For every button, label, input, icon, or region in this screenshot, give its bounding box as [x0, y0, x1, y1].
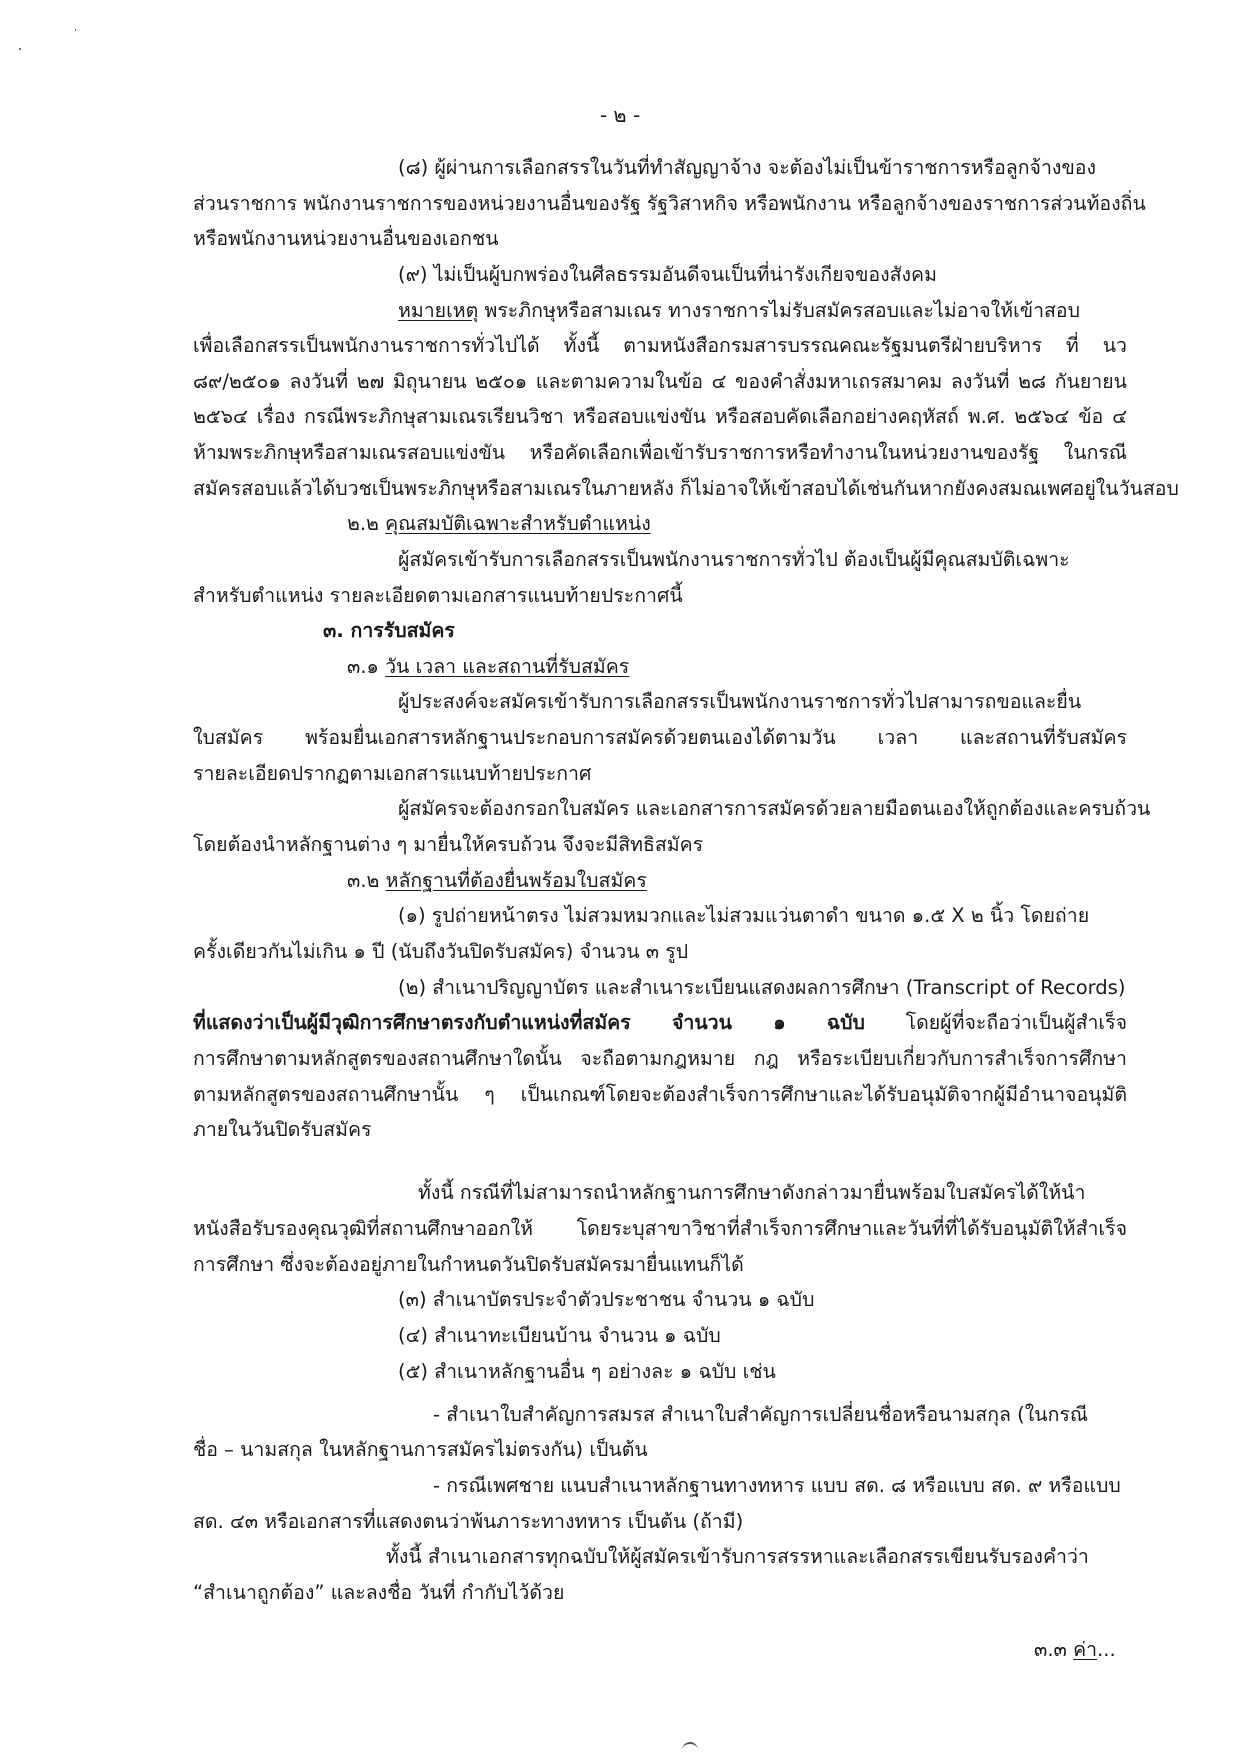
paragraph-line: สด. ๔๓ หรือเอกสารที่แสดงตนว่าพ้นภาระทางทหาร เป็นต้น (ถ้ามี)	[193, 1510, 744, 1533]
paragraph-line: ส่วนราชการ พนักงานราชการของหน่วยงานอื่นของรัฐ รัฐวิสาหกิจ หรือพนักงาน หรือลูกจ้างของราชการส่วนท้องถิ่น	[193, 192, 1146, 215]
continuation-word: ค่า	[1073, 1638, 1098, 1661]
paragraph-line: ผู้สมัครจะต้องกรอกใบสมัคร และเอกสารการสมัครด้วยลายมือตนเองให้ถูกต้องและครบถ้วน	[398, 797, 1151, 820]
note-heading: หมายเหตุ	[398, 299, 479, 322]
paragraph-line: ทั้งนี้ กรณีที่ไม่สามารถนำหลักฐานการศึกษาดังกล่าวมายื่นพร้อมใบสมัครได้ให้นำ	[418, 1181, 1086, 1204]
paragraph-text: โดยผู้ที่จะถือว่าเป็นผู้สำเร็จ	[864, 1011, 1127, 1034]
paragraph-line: สมัครสอบแล้วได้บวชเป็นพระภิกษุหรือสามเณรในภายหลัง ก็ไม่อาจให้เข้าสอบได้เช่นกันหากยังคงสมณเพศอยู่ในวันสอบ	[193, 477, 1179, 500]
continuation-marker	[1034, 1635, 1116, 1665]
paragraph-line: ๒๕๖๔ เรื่อง กรณีพระภิกษุสามเณรเรียนวิชา หรือสอบแข่งขัน หรือสอบคัดเลือกอย่างคฤหัสถ์ พ.ศ. ๒๕๖๔ ข้อ ๔	[193, 405, 1127, 428]
paragraph-line: ครั้งเดียวกันไม่เกิน ๑ ปี (นับถึงวันปิดรับสมัคร) จำนวน ๓ รูป	[193, 940, 689, 963]
list-item: (๔) สำเนาทะเบียนบ้าน จำนวน ๑ ฉบับ	[398, 1324, 721, 1347]
section-title: วัน เวลา และสถานที่รับสมัคร	[385, 655, 630, 678]
section-number: ๓.๒	[347, 869, 386, 892]
paragraph-line: (๘) ผู้ผ่านการเลือกสรรในวันที่ทำสัญญาจ้าง จะต้องไม่เป็นข้าราชการหรือลูกจ้างของ	[398, 156, 1097, 179]
page-number: - ๒ -	[599, 103, 641, 127]
paragraph-line: รายละเอียดปรากฏตามเอกสารแนบท้ายประกาศ	[193, 762, 592, 785]
scan-edge-mark	[682, 1742, 698, 1750]
section-number: ๒.๒	[347, 512, 386, 535]
list-item: - กรณีเพศชาย แนบสำเนาหลักฐานทางทหาร แบบ สด. ๘ หรือแบบ สด. ๙ หรือแบบ	[433, 1474, 1121, 1497]
paragraph-line: ชื่อ – นามสกุล ในหลักฐานการสมัครไม่ตรงกัน) เป็นต้น	[193, 1438, 648, 1461]
paragraph-line: ผู้ประสงค์จะสมัครเข้ารับการเลือกสรรเป็นพนักงานราชการทั่วไปสามารถขอและยื่น	[398, 690, 1082, 713]
paragraph-line: ห้ามพระภิกษุหรือสามเณรสอบแข่งขัน หรือคัดเลือกเพื่อเข้ารับราชการหรือทำงานในหน่วยงานของรัฐ ในกรณี	[193, 441, 1127, 464]
paragraph-line: ตามหลักสูตรของสถานศึกษานั้น ๆ เป็นเกณฑ์โดยจะต้องสำเร็จการศึกษาและได้รับอนุมัติจากผู้มีอำนาจอนุมัติ	[193, 1083, 1127, 1106]
section-number: ๓.๑	[347, 655, 386, 678]
paragraph-line: ๘๙/๒๕๐๑ ลงวันที่ ๒๗ มิถุนายน ๒๕๐๑ และตามความในข้อ ๔ ของคำสั่งมหาเถรสมาคม ลงวันที่ ๒๘ กันยายน	[193, 370, 1127, 393]
paragraph-line: ภายในวันปิดรับสมัคร	[193, 1118, 372, 1141]
paragraph-line	[193, 1008, 1127, 1038]
section-heading	[347, 509, 651, 539]
section-title: หลักฐานที่ต้องยื่นพร้อมใบสมัคร	[385, 869, 647, 892]
list-item: (๕) สำเนาหลักฐานอื่น ๆ อย่างละ ๑ ฉบับ เช่น	[398, 1360, 776, 1383]
continuation-dots: ...	[1097, 1638, 1116, 1661]
paragraph-line: (๙) ไม่เป็นผู้บกพร่องในศีลธรรมอันดีจนเป็นที่น่ารังเกียจของสังคม	[398, 263, 937, 286]
list-item: - สำเนาใบสำคัญการสมรส สำเนาใบสำคัญการเปลี่ยนชื่อหรือนามสกุล (ในกรณี	[433, 1403, 1088, 1426]
section-heading: ๓. การรับสมัคร	[323, 619, 455, 642]
paragraph-line: ทั้งนี้ สำเนาเอกสารทุกฉบับให้ผู้สมัครเข้ารับการสรรหาและเลือกสรรเขียนรับรองคำว่า	[386, 1545, 1089, 1568]
paragraph-line: ใบสมัคร พร้อมยื่นเอกสารหลักฐานประกอบการสมัครด้วยตนเองได้ตามวัน เวลา และสถานที่รับสมัคร	[193, 726, 1127, 749]
paragraph-line: ผู้สมัครเข้ารับการเลือกสรรเป็นพนักงานราชการทั่วไป ต้องเป็นผู้มีคุณสมบัติเฉพาะ	[398, 548, 1070, 571]
list-item: (๓) สำเนาบัตรประจำตัวประชาชน จำนวน ๑ ฉบับ	[398, 1288, 815, 1311]
paragraph-line: การศึกษาตามหลักสูตรของสถานศึกษาใดนั้น จะถือตามกฎหมาย กฎ หรือระเบียบเกี่ยวกับการสำเร็จการศึกษา	[193, 1047, 1127, 1070]
note-line	[398, 296, 1080, 326]
continuation-number: ๓.๓	[1034, 1638, 1074, 1661]
scan-speck	[75, 29, 76, 31]
section-title: คุณสมบัติเฉพาะสำหรับตำแหน่ง	[385, 512, 651, 535]
paragraph-line: เพื่อเลือกสรรเป็นพนักงานราชการทั่วไปได้ ทั้งนี้ ตามหนังสือกรมสารบรรณคณะรัฐมนตรีฝ่ายบริหาร ที่ นว	[193, 334, 1127, 357]
note-text: พระภิกษุหรือสามเณร ทางราชการไม่รับสมัครสอบและไม่อาจให้เข้าสอบ	[478, 299, 1081, 322]
paragraph-line: (๒) สำเนาปริญญาบัตร และสำเนาระเบียนแสดงผลการศึกษา (Transcript of Records)	[398, 976, 1126, 999]
section-heading	[347, 652, 629, 682]
paragraph-line: โดยต้องนำหลักฐานต่าง ๆ มายื่นให้ครบถ้วน จึงจะมีสิทธิสมัคร	[193, 833, 704, 856]
scan-speck	[19, 48, 21, 50]
paragraph-line: หรือพนักงานหน่วยงานอื่นของเอกชน	[193, 227, 499, 250]
paragraph-line: (๑) รูปถ่ายหน้าตรง ไม่สวมหมวกและไม่สวมแว่นตาดำ ขนาด ๑.๕ X ๒ นิ้ว โดยถ่าย	[398, 904, 1090, 927]
emphasis-text: ที่แสดงว่าเป็นผู้มีวุฒิการศึกษาตรงกับตำแหน่งที่สมัคร จำนวน ๑ ฉบับ	[193, 1011, 865, 1034]
paragraph-line: สำหรับตำแหน่ง รายละเอียดตามเอกสารแนบท้ายประกาศนี้	[193, 584, 683, 607]
section-heading	[347, 866, 647, 896]
paragraph-line: หนังสือรับรองคุณวุฒิที่สถานศึกษาออกให้ โดยระบุสาขาวิชาที่สำเร็จการศึกษาและวันที่ที่ได้รับอนุมัติให้สำเร็จ	[193, 1217, 1127, 1240]
paragraph-line: “สำเนาถูกต้อง” และลงชื่อ วันที่ กำกับไว้ด้วย	[193, 1581, 565, 1604]
paragraph-line: การศึกษา ซึ่งจะต้องอยู่ภายในกำหนดวันปิดรับสมัครมายื่นแทนก็ได้	[193, 1253, 744, 1276]
